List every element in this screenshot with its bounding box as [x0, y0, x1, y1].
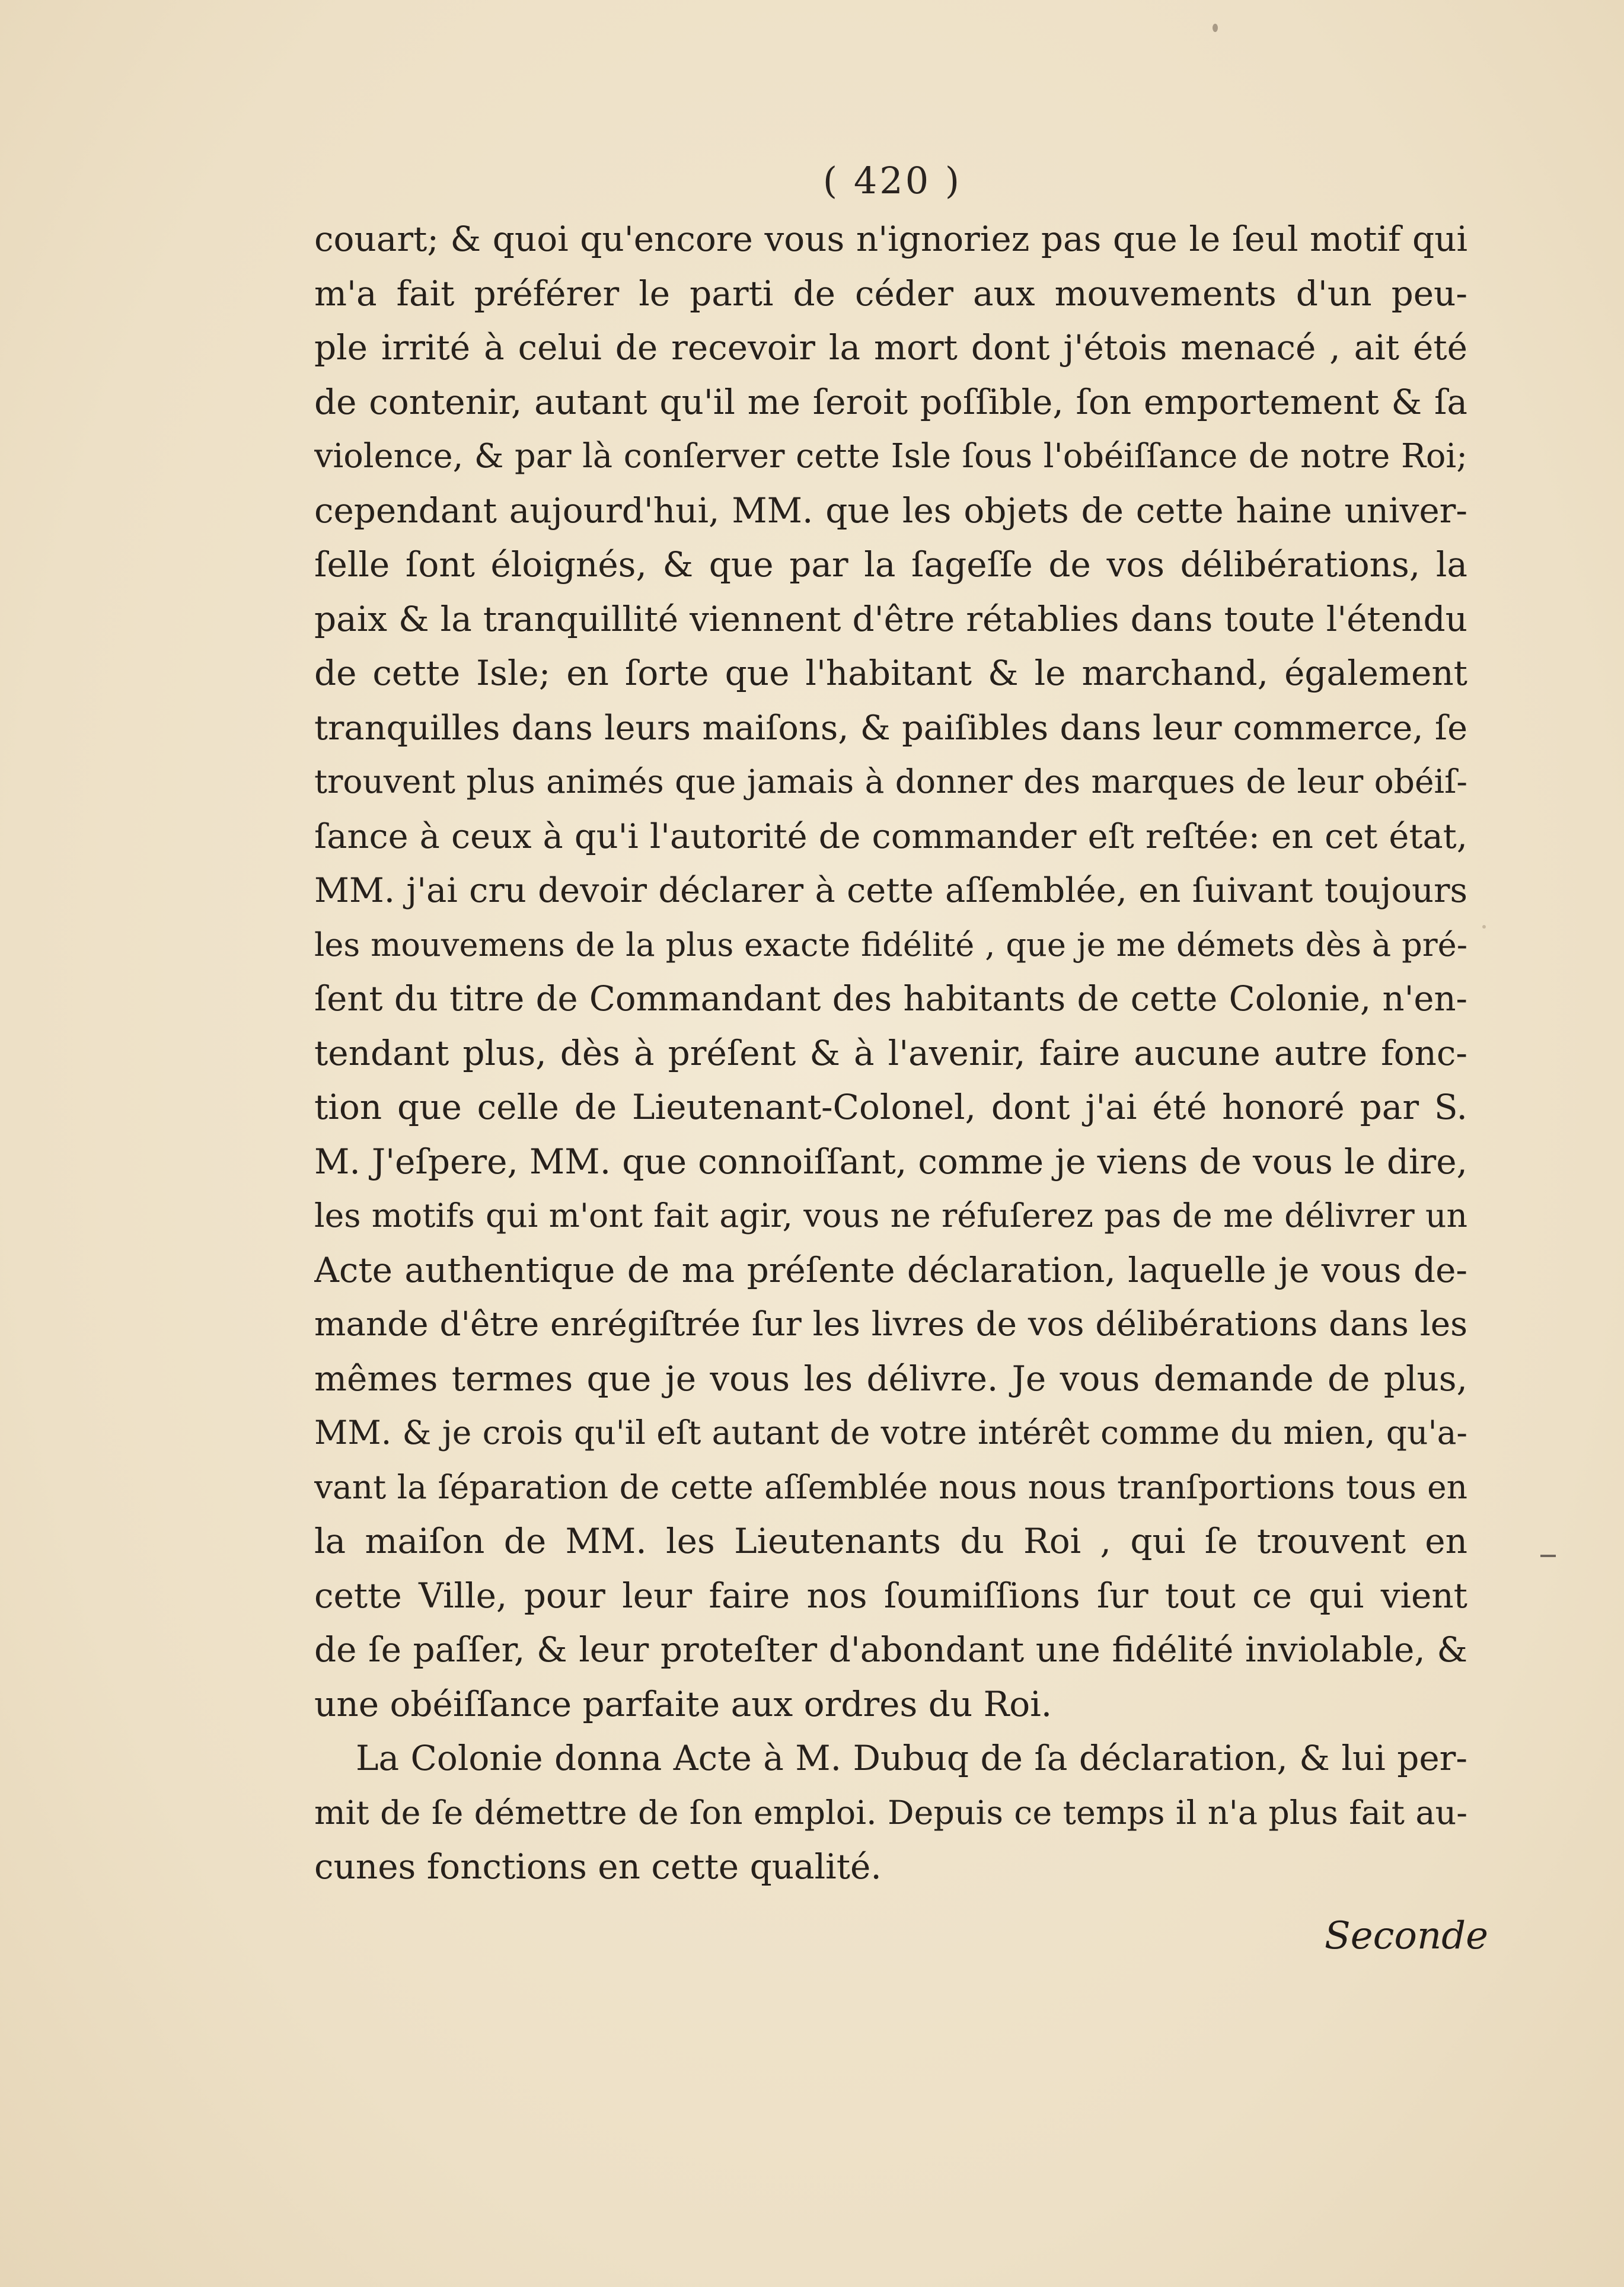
text-line: cette Ville, pour leur faire nos ſoumiſſions ſur tout ce qui vient [314, 1575, 1467, 1616]
text-line: ple irrité à celui de recevoir la mort dont j'étois menacé , ait été [314, 327, 1467, 368]
catchword: Seconde [1324, 1914, 1488, 1958]
text-line: les mouvemens de la plus exacte fidélité , que je me démets dès à pré- [314, 926, 1467, 964]
text-line: ſent du titre de Commandant des habitants de cette Colonie, n'en- [314, 979, 1467, 1019]
text-line: ſance à ceux à qu'i l'autorité de commander eſt reſtée: en cet état, [314, 816, 1467, 856]
text-line: cunes fonctions en cette qualité. [314, 1846, 882, 1887]
text-line: vant la ſéparation de cette aſſemblée nous nous tranſportions tous en [314, 1468, 1467, 1506]
text-line: les motifs qui m'ont fait agir, vous ne réfuſerez pas de me délivrer un [314, 1197, 1467, 1235]
text-line: trouvent plus animés que jamais à donner des marques de leur obéiſ- [314, 763, 1467, 800]
text-line: paix & la tranquillité viennent d'être rétablies dans toute l'étendu [314, 598, 1467, 639]
text-line: mêmes termes que je vous les délivre. Je vous demande de plus, [314, 1358, 1467, 1399]
text-line: tranquilles dans leurs maiſons, & paiſibles dans leur commerce, ſe [314, 707, 1467, 748]
text-line: MM. & je crois qu'il eſt autant de votre intérêt comme du mien, qu'a- [314, 1414, 1467, 1452]
body-text [314, 212, 1467, 1894]
text-line: de cette Isle; en ſorte que l'habitant & le marchand, également [314, 653, 1467, 693]
text-line: mit de ſe démettre de ſon emploi. Depuis ce temps il n'a plus fait au- [314, 1793, 1467, 1832]
text-line: de contenir, autant qu'il me ſeroit poſſible, ſon emportement & ſa [314, 381, 1467, 422]
text-line: Acte authentique de ma préſente déclaration, laquelle je vous de- [314, 1249, 1467, 1290]
text-line: tion que celle de Lieutenant-Colonel, dont j'ai été honoré par S. [314, 1087, 1467, 1127]
text-line: La Colonie donna Acte à M. Dubuq de ſa déclaration, & lui per- [356, 1738, 1467, 1778]
text-line: M. J'eſpere, MM. que connoiſſant, comme je viens de vous le dire, [314, 1141, 1467, 1182]
text-line: la maiſon de MM. les Lieutenants du Roi , qui ſe trouvent en [314, 1521, 1467, 1561]
text-line: une obéiſſance parfaite aux ordres du Roi. [314, 1683, 1052, 1724]
text-line: m'a fait préférer le parti de céder aux mouvements d'un peu- [314, 273, 1467, 314]
margin-dash [1540, 1555, 1556, 1557]
text-line: mande d'être enrégiſtrée ſur les livres de vos délibérations dans les [314, 1305, 1467, 1344]
ink-speck [1482, 925, 1486, 929]
text-line: MM. j'ai cru devoir déclarer à cette aſſemblée, en ſuivant toujours [314, 870, 1467, 910]
ink-speck [1213, 24, 1218, 32]
text-line: cependant aujourd'hui, MM. que les objets de cette haine univer- [314, 490, 1467, 531]
text-line: de ſe paſſer, & leur proteſter d'abondant une fidélité inviolable, & [314, 1629, 1467, 1670]
text-line: tendant plus, dès à préſent & à l'avenir, faire aucune autre fonc- [314, 1032, 1467, 1073]
text-line: violence, & par là conſerver cette Isle ſous l'obéiſſance de notre Roi; [314, 437, 1467, 476]
page-number: ( 420 ) [822, 159, 962, 202]
text-line: ſelle ſont éloignés, & que par la ſageſſe de vos délibérations, la [314, 544, 1467, 585]
text-line: couart; & quoi qu'encore vous n'ignoriez pas que le ſeul motif qui [314, 219, 1467, 259]
